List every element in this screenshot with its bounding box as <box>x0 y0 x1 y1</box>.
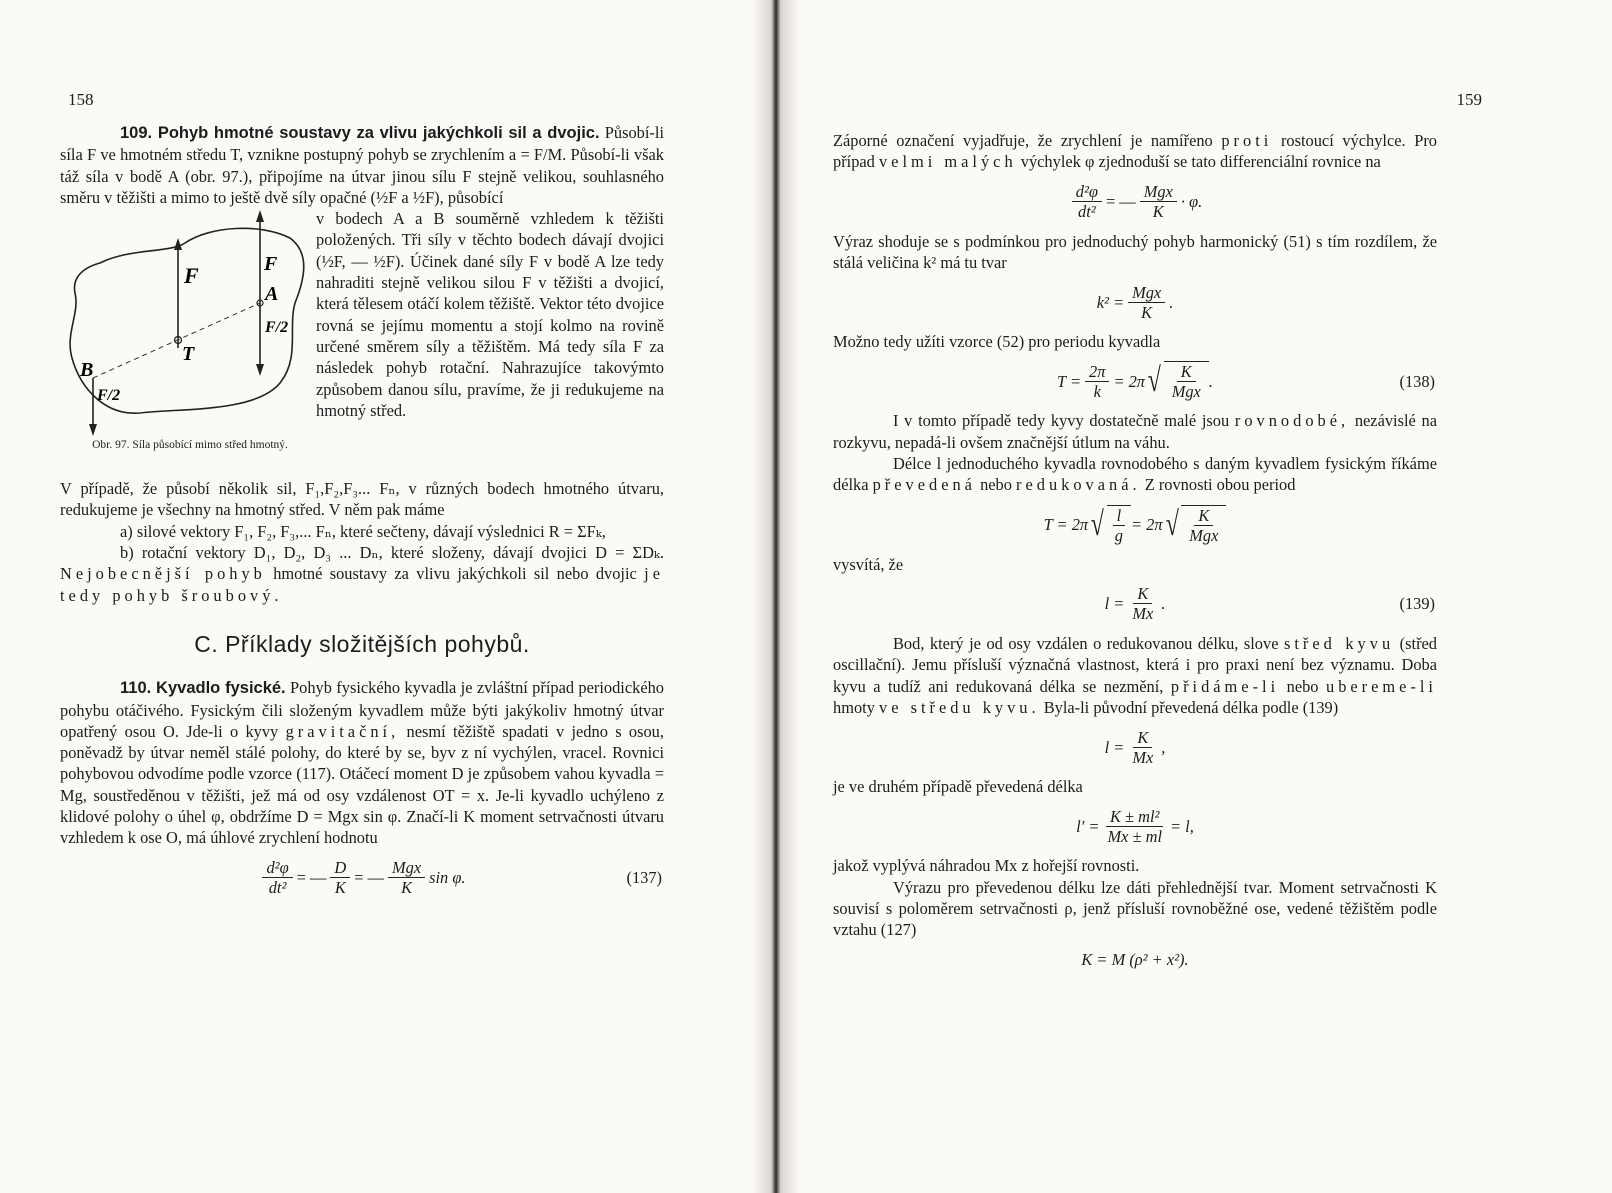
label-t: T <box>182 343 195 366</box>
page-number: 158 <box>68 90 94 109</box>
equation-number: (137) <box>626 867 662 887</box>
figure-wrap-block <box>60 208 664 478</box>
left-page <box>0 0 760 1193</box>
paragraph-2: Výraz shoduje se s podmínkou pro jednoduchý pohyb harmonický (51) s tím rozdílem, že stálá veličina k² má tu tvar <box>833 231 1437 272</box>
paragraph-10: Výrazu pro převedenou délku lze dáti přehlednější tvar. Moment setrvačnosti K souvisí s poloměrem setrvačnosti ρ, jenž přísluší rovnoběžné ose, vedené těžištěm podle vztahu (127) <box>833 877 1437 940</box>
dashed-line-b-a <box>93 303 260 378</box>
paragraph-9: jakož vyplývá náhradou Mx z hořejší rovnosti. <box>833 856 1140 876</box>
section-109-paragraph-top: Působí-li síla F ve hmotném středu T, vznikne postupný pohyb se zrychlením a = F/M. Působí-li však táž síla v bodě A (obr. 97.), připojíme na útvar jinou sílu F stejně velikou, souhlasného směru v těžišti a mimo to ještě dvě síly opačné (½F a ½F), působící <box>60 123 664 207</box>
section-109-paragraph-wrap: v bodech A a B souměrně vzhledem k těžišti položených. Tři síly v těchto bodech dávají dvojici (½F, — ½F). Účinek dané síly F v bodě A lze tedy nahraditi stejně velikou silou F v těžišti a dvojicí, která tělesem otáčí kolem těžiště. Vektor této dvojice rovná se jejímu momentu a stojí kolmo na rovině určené směrem síly a těžištěm. Má tedy síla F za následek pohyb rotační. Nahrazujíce takovýmto způsobem danou sílu, pravíme, že ji redukujeme na hmotný střed. <box>316 209 664 420</box>
section-c-title: C. Příklady složitějších pohybů. <box>194 630 530 657</box>
equation-139: l = $\frac{K}{Mx}$ . (139) <box>1104 584 1435 624</box>
paragraph-4: I v tomto případě tedy kyvy dostatečně malé jsou rovnodobé, nezávislé na rozkyvu, nepadá-li ovšem značnější útlum na váhu. <box>833 411 1437 452</box>
figure-caption: Obr. 97. Síla působící mimo střed hmotný. <box>92 439 288 452</box>
equation-l: l = $\frac{K}{Mx}$ , <box>1104 727 1166 767</box>
page-number: 159 <box>1456 90 1482 109</box>
paragraph-6: vysvítá, že <box>833 554 904 574</box>
label-f-a: F <box>264 253 278 276</box>
section-109-heading: 109. Pohyb hmotné soustavy za vlivu jakýchkoli sil a dvojic. <box>120 124 600 142</box>
paragraph-1: Záporné označení vyjadřuje, že zrychlení je namířeno proti rostoucí výchylce. Pro případ velmi malých výchylek φ zjednoduší se tato differenciální rovnice na <box>833 131 1437 172</box>
label-f-half-b: F/2 <box>97 387 121 405</box>
force-arrow-a-down-head <box>256 364 264 376</box>
equation-small-angle: $\frac{\text{d²φ}}{\text{dt²}}$ = — $\frac{\text{Mgx}}{K}$ · φ. <box>833 179 1437 225</box>
force-arrow-b-down-head <box>89 424 97 436</box>
book-gutter <box>752 0 800 1193</box>
paragraph-5: Délce l jednoduchého kyvadla rovnodobého s daným kyvadlem fysickým říkáme délka převedená nebo redukovaná. Z rovnosti obou period <box>833 454 1437 495</box>
equation-137: $\frac{\text{d²φ}}{\text{dt²}}$ = — $\frac{D}{K}$ = — $\frac{\text{Mgx}}{K}$ sin φ. (137) <box>60 855 664 901</box>
left-text-column <box>60 122 664 907</box>
section-110: 110. Kyvadlo fysické. Pohyb fysického kyvadla je zvláštní případ periodického pohybu otáčivého. Fysickým čili složeným kyvadlem může býti jakýkoliv hmotný útvar opatřený osou O. Jde-li o kyvy gravitační, nesmí těžiště spadati v jedno s osou, poněvadž by útvar neměl stálé polohy, do které by se, byv z ní vychýlen, vracel. Rovnici pohybovou odvodíme podle vzorce (117). Otáčecí moment D je způsobem vahou kyvadla = Mg, soustředěnou v těžišti, jež má od osy vzdálenost OT = x. Je-li kyvadlo uchýleno z klidové polohy o úhel φ, obdržíme D = Mgx sin φ. Značí-li K moment setrvačnosti útvaru vzhledem k ose O, má úhlové zrychlení hodnotu <box>60 678 664 848</box>
equation-138: T = $\frac{2\pi}{k}$ = 2π √ $\frac{K}{\text{Mgx}}$ . (138) <box>1057 361 1435 402</box>
item-a: a) silové vektory F₁, F₂, F₃,... Fₙ, které sečteny, dávají výslednici R = ΣFₖ, <box>120 521 606 541</box>
paragraph-8: je ve druhém případě převedená délka <box>833 777 1083 797</box>
equation-periods: T = 2π √ $\frac{l}{g}$ = 2π √ $\frac{K}{\text{Mgx}}$ <box>833 502 1437 548</box>
equation-number: (138) <box>1399 371 1435 391</box>
item-b: b) rotační vektory D₁, D₂, D₃ ... Dₙ, které složeny, dávají dvojici D = ΣDₖ. Nejobecnější pohyb hmotné soustavy za vlivu jakýchkoli sil nebo dvojic je tedy pohyb šroubový. <box>60 543 664 605</box>
figure-97-drawing <box>60 208 310 438</box>
paragraph-3: Možno tedy užíti vzorce (52) pro periodu kyvadla <box>833 332 1161 352</box>
equation-l-prime: l′ = $\frac{\text{K ± ml²}}{Mx \pm ml}$ = l, <box>1076 806 1194 846</box>
right-text-column <box>833 130 1437 978</box>
section-109-paragraph-2: V případě, že působí několik sil, F₁,F₂,F₃... Fₙ, v různých bodech hmotného útvaru, redukujeme je všechny na hmotný střed. V něm pak máme <box>60 479 664 520</box>
equation-K: K = M (ρ² + x²). <box>1081 949 1189 969</box>
label-a: A <box>265 283 279 306</box>
label-f-center: F <box>184 263 199 289</box>
paragraph-7: Bod, který je od osy vzdálen o redukovanou délku, slove střed kyvu (střed oscillační). Jemu přísluší význačná vlastnost, která i pro praxi není bez významu. Doba kyvu a tudíž ani redukovaná délka se nezmění, přidáme-li nebo ubereme-li hmoty ve středu kyvu. Byla-li původní převedená délka podle (139) <box>833 633 1437 717</box>
right-page <box>800 0 1612 1193</box>
label-b: B <box>80 359 94 382</box>
equation-k: k² = $\frac{\text{Mgx}}{K}$ . <box>1096 282 1174 322</box>
force-arrow-center-head <box>174 238 182 250</box>
label-f-half-a: F/2 <box>265 319 289 337</box>
section-110-heading: 110. Kyvadlo fysické. <box>120 679 286 698</box>
figure-97 <box>60 208 310 478</box>
section-109 <box>60 122 664 208</box>
force-arrow-a-up-head <box>256 210 264 222</box>
equation-number: (139) <box>1399 594 1435 614</box>
